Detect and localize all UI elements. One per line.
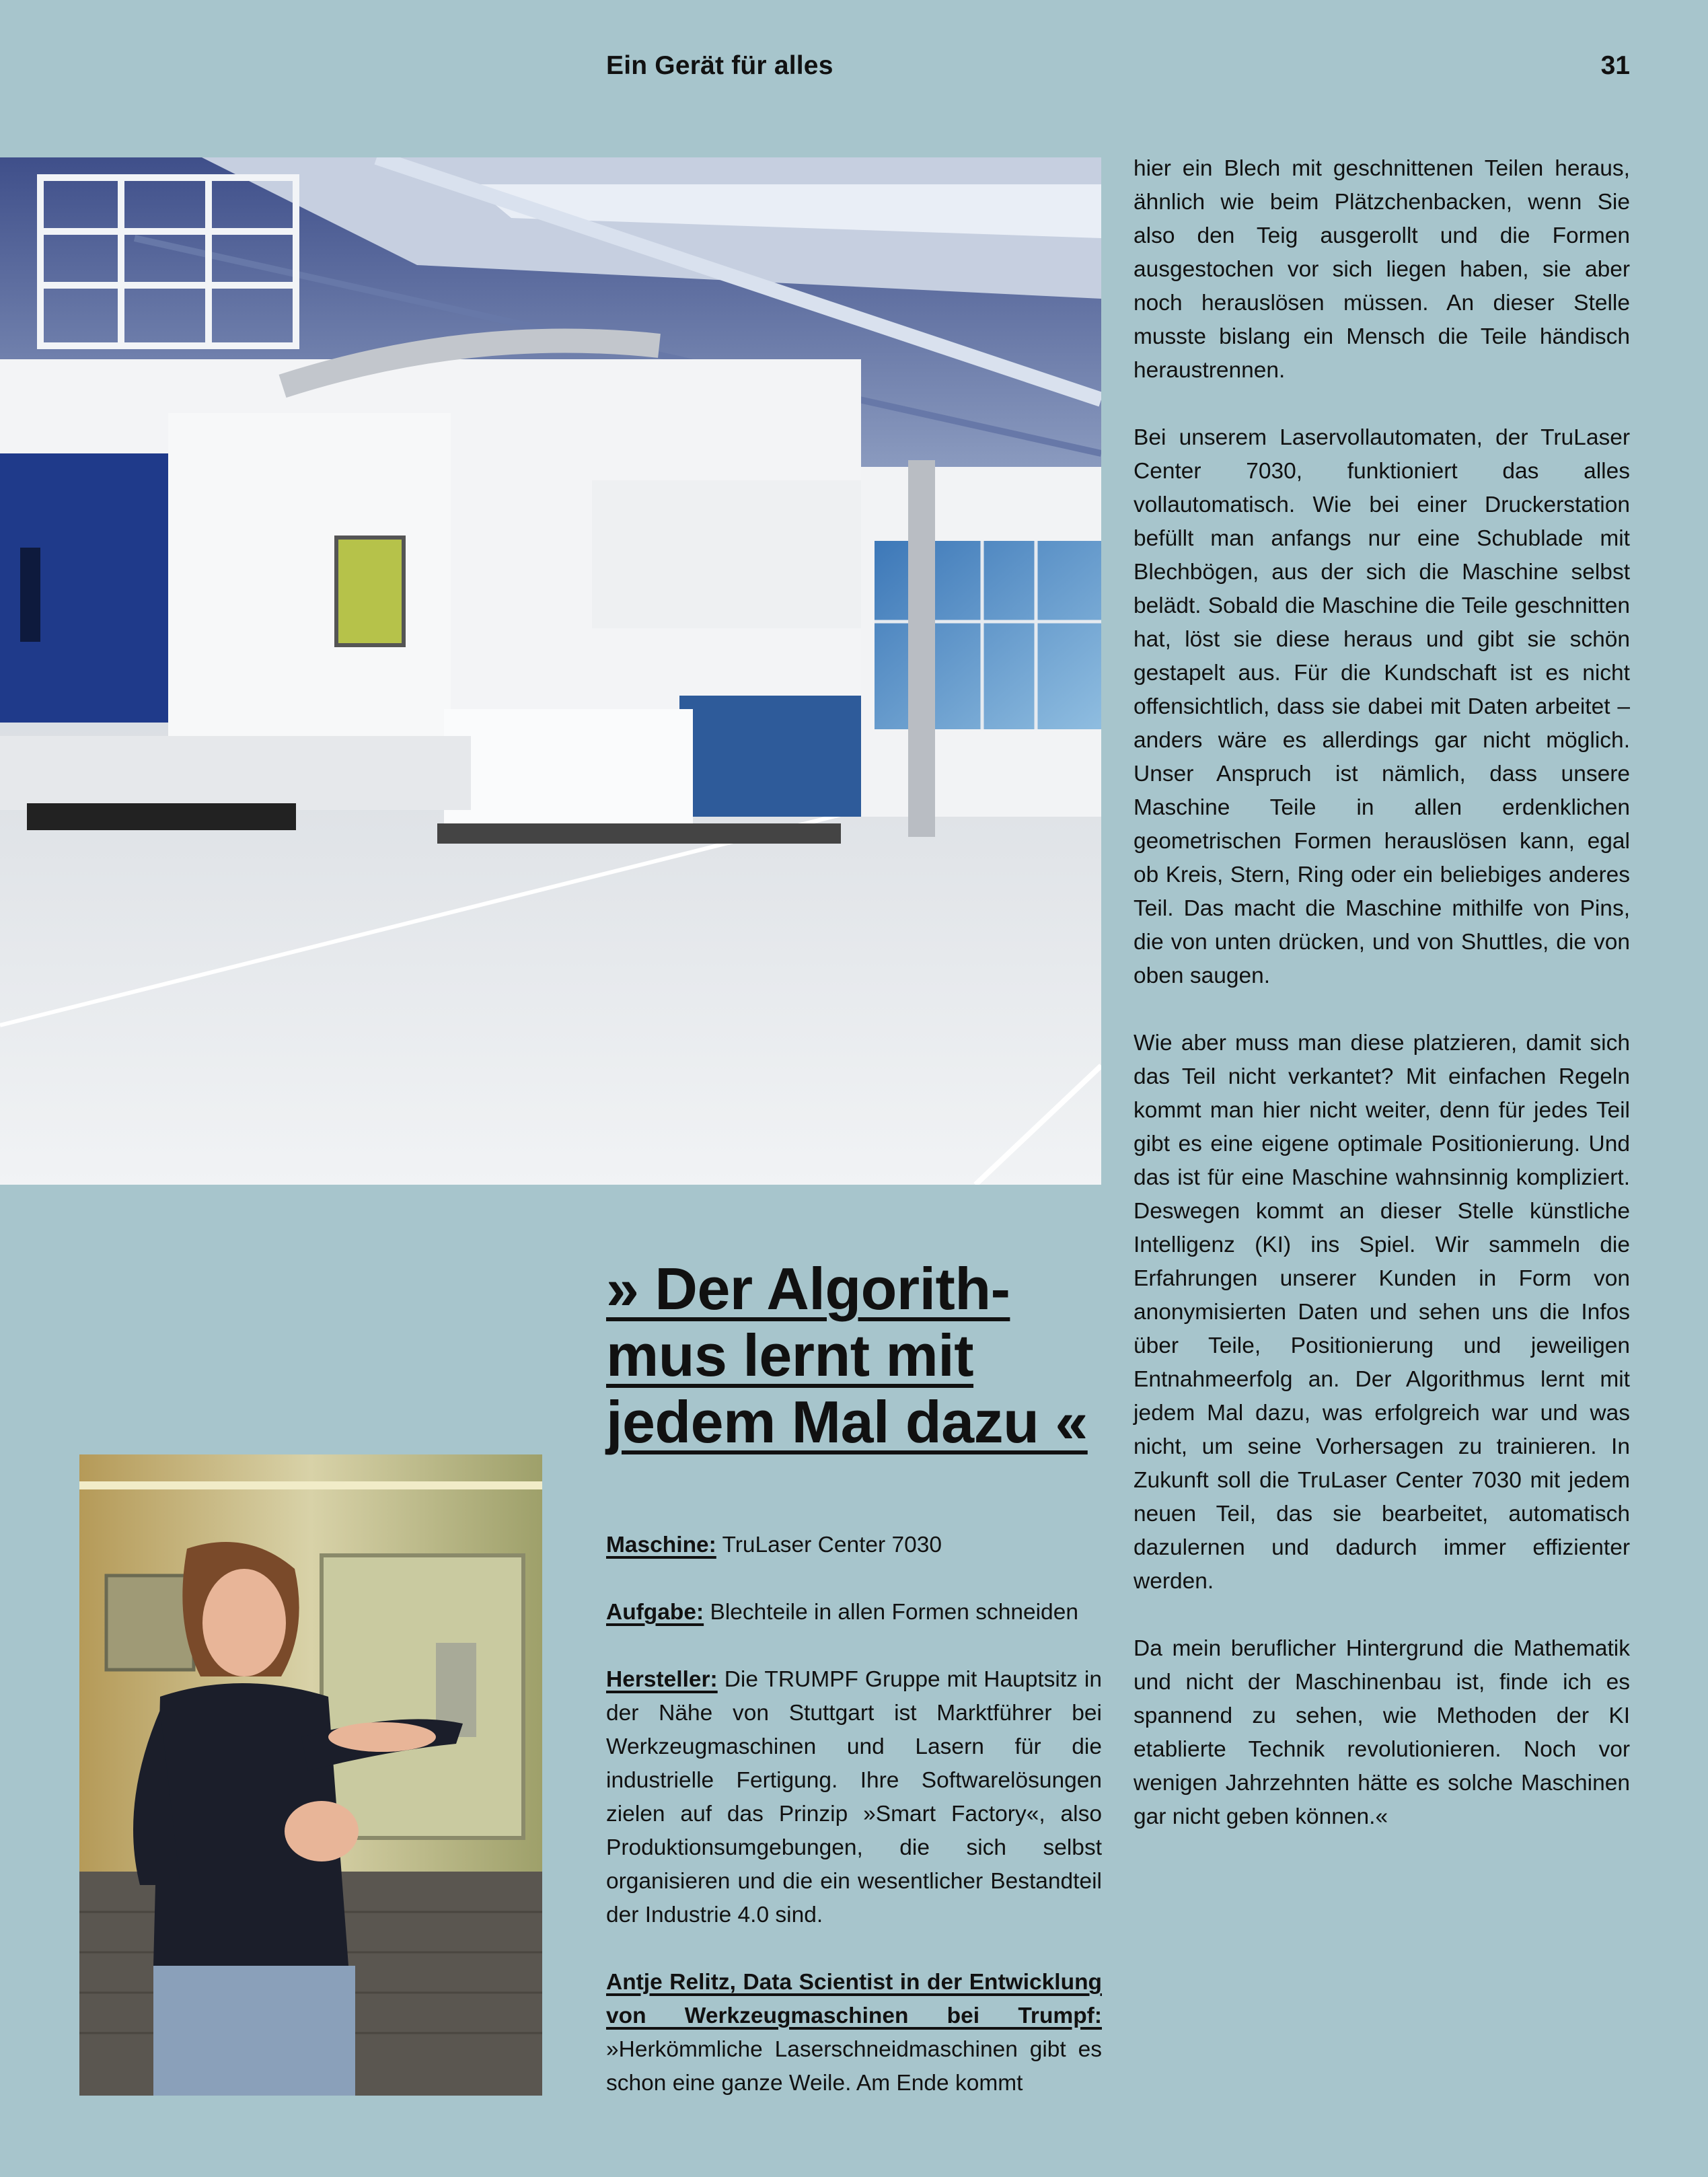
person-label: Antje Relitz, Data Scientist in der Entwicklung von Werkzeugmaschinen bei Trumpf: [606,1970,1102,2028]
pull-quote-line: jedem Mal dazu « [606,1389,1088,1455]
person-quote-start: »Herkömmliche Laserschneidmaschinen gibt es schon eine ganze Weile. Am Ende kommt [606,2037,1102,2096]
info-column [606,1528,1102,2100]
machine-label: Maschine: [606,1533,716,1557]
pull-quote-line: » Der Algorith- [606,1255,1010,1322]
maker-info [606,1663,1102,1932]
page-number: 31 [1600,51,1630,80]
body-paragraph: Wie aber muss man diese platzieren, damit sich das Teil nicht verkantet? Mit einfachen Regeln kommt man hier nicht weiter, denn für jedes Teil gibt es eine eigene optimale Positionierung. Und das ist für eine Maschine wahnsinnig kompliziert. Deswegen kommt an dieser Stelle künstliche Intelligenz (KI) ins Spiel. Wir sammeln die Erfahrungen unserer Kunden in Form von anonymisierten Daten und sehen uns die Infos über Teile, Positionierung und jeweiligen Entnahmeerfolg an. Der Algorithmus lernt mit jedem Mal dazu, was erfolgreich war und was nicht, um seine Vorhersagen zu trainieren. In Zukunft soll die TruLaser Center 7030 mit jedem neuen Teil, das sie bearbeitet, automatisch dazulernen und dadurch immer effizienter werden. [1134,1031,1630,1594]
task-label: Aufgabe: [606,1600,704,1625]
maker-label: Hersteller: [606,1667,718,1692]
machine-info [606,1528,1102,1562]
pull-quote-line: mus lernt mit [606,1322,974,1389]
body-paragraph: Da mein beruflicher Hintergrund die Mathematik und nicht der Maschinenbau ist, finde ich es spannend zu sehen, wie Methoden der KI etablierte Technik revolutionieren. Noch vor wenigen Jahrzehnten hätte es solche Maschinen gar nicht geben können.« [1134,1636,1630,1829]
running-title: Ein Gerät für alles [606,51,833,80]
body-paragraph: hier ein Blech mit geschnittenen Teilen heraus, ähnlich wie beim Plätzchenbacken, wenn Sie also den Teig ausgerollt und die Formen ausgestochen vor sich liegen haben, sie aber noch herauslösen müssen. An dieser Stelle musste bislang ein Mensch die Teile händisch heraustrennen. [1134,156,1630,383]
factory-machine-photo [0,157,1101,1185]
person-info [606,1966,1102,2100]
task-value: Blechteile in allen Formen schneiden [710,1600,1078,1625]
article-body [1134,152,1630,1834]
maker-value: Die TRUMPF Gruppe mit Hauptsitz in der Nähe von Stuttgart ist Marktführer bei Werkzeugmaschinen und Lasern für die industrielle Fertigung. Ihre Softwarelösungen zielen auf das Prinzip »Smart Factory«, also Produktionsumgebungen, die sich selbst organisieren und die ein wesentlicher Bestandteil der Industrie 4.0 sind. [606,1667,1103,1927]
pull-quote [606,1255,1104,1455]
portrait-photo [79,1454,542,2096]
task-info [606,1596,1102,1629]
body-paragraph: Bei unserem Laservollautomaten, der TruLaser Center 7030, funktioniert das alles vollautomatisch. Wie bei einer Druckerstation befüllt man anfangs nur eine Schublade mit Blechbögen, aus der sich die Maschine selbst belädt. Sobald die Maschine die Teile geschnitten hat, löst sie diese heraus und gibt sie schön gestapelt aus. Für die Kundschaft ist es nicht offensichtlich, dass sie dabei mit Daten arbeitet – anders wäre es allerdings gar nicht möglich. Unser Anspruch ist nämlich, dass unsere Maschine Teile in allen erdenklichen geometrischen Formen herauslösen kann, egal ob Kreis, Stern, Ring oder ein beliebiges anderes Teil. Das macht die Maschine mithilfe von Pins, die von unten drücken, und von Shuttles, die von oben saugen. [1134,425,1630,988]
machine-value: TruLaser Center 7030 [722,1533,942,1557]
